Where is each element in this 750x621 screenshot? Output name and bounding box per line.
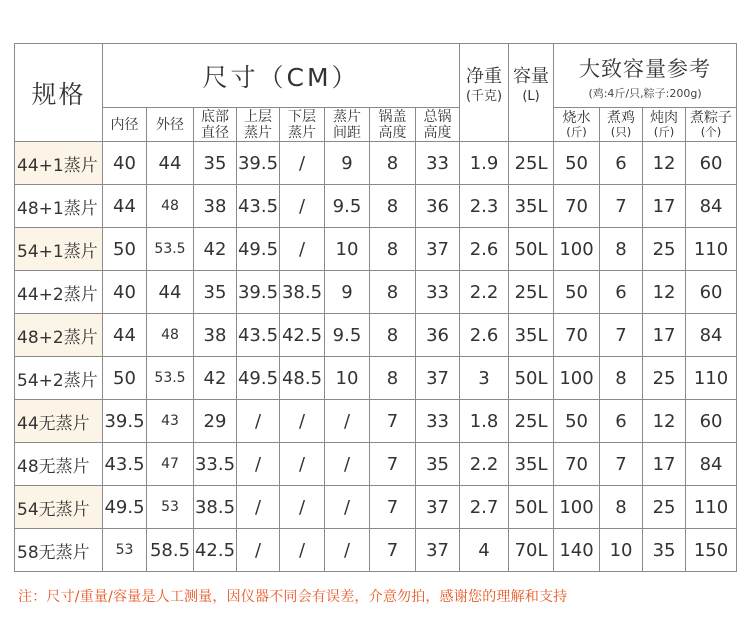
ref-col-label: 煮粽子 <box>690 110 733 126</box>
table-row <box>15 314 737 357</box>
table-row <box>15 185 737 228</box>
table-cell: 44 <box>147 142 194 185</box>
table-cell: / <box>325 486 370 529</box>
table-cell: 84 <box>686 185 737 228</box>
table-cell: 8 <box>370 271 416 314</box>
size-col-label: 外径 <box>156 116 184 133</box>
table-cell: 50 <box>554 271 600 314</box>
table-cell: 38 <box>194 185 237 228</box>
table-cell: 8 <box>370 142 416 185</box>
table-cell: 70 <box>554 443 600 486</box>
table-cell: 110 <box>686 486 737 529</box>
spec-name: 48+2蒸片 <box>15 314 103 357</box>
size-col-sublabel: 高度 <box>378 124 407 141</box>
table-cell: 33 <box>416 271 460 314</box>
ref-col-header <box>600 108 643 142</box>
size-col-header <box>370 108 416 142</box>
table-cell: 35L <box>509 314 554 357</box>
table-cell: 43.5 <box>103 443 147 486</box>
footnote: 注：尺寸/重量/容量是人工测量，因仪器不同会有误差，介意勿拍，感谢您的理解和支持 <box>18 589 568 605</box>
table-cell: 2.6 <box>460 314 509 357</box>
size-col-header <box>325 108 370 142</box>
table-cell: 25L <box>509 400 554 443</box>
table-row <box>15 228 737 271</box>
table-row <box>15 271 737 314</box>
table-cell: / <box>325 443 370 486</box>
size-col-sublabel: 蒸片 <box>244 124 272 141</box>
size-col-sublabel: 间距 <box>333 124 361 141</box>
ref-col-header <box>643 108 686 142</box>
table-cell: 17 <box>643 443 686 486</box>
table-cell: 50 <box>103 228 147 271</box>
table-cell: / <box>325 529 370 572</box>
table-cell: 7 <box>600 443 643 486</box>
capacity-header <box>509 44 554 142</box>
capacity-label: 容量 <box>513 65 550 87</box>
table-cell: 38.5 <box>194 486 237 529</box>
size-header: 尺寸（CM） <box>103 44 460 108</box>
table-cell: / <box>237 486 280 529</box>
table-cell: 40 <box>103 271 147 314</box>
ref-col-sublabel: (斤) <box>653 125 675 139</box>
table-cell: 33.5 <box>194 443 237 486</box>
table-cell: 7 <box>370 486 416 529</box>
table-cell: 8 <box>600 228 643 271</box>
table-cell: 9.5 <box>325 314 370 357</box>
table-cell: 110 <box>686 228 737 271</box>
table-cell: 49.5 <box>237 357 280 400</box>
spec-name: 44无蒸片 <box>15 400 103 443</box>
table-cell: 70 <box>554 185 600 228</box>
table-cell: / <box>280 443 325 486</box>
table-cell: 29 <box>194 400 237 443</box>
table-cell: 8 <box>370 228 416 271</box>
table-cell: 50 <box>554 400 600 443</box>
table-cell: 43.5 <box>237 185 280 228</box>
table-cell: / <box>280 185 325 228</box>
table-cell: 100 <box>554 228 600 271</box>
table-cell: 39.5 <box>237 271 280 314</box>
table-cell: 8 <box>600 357 643 400</box>
table-cell: 84 <box>686 443 737 486</box>
table-cell: 10 <box>600 529 643 572</box>
table-cell: 2.2 <box>460 271 509 314</box>
table-cell: 53 <box>103 529 147 572</box>
table-cell: / <box>237 400 280 443</box>
size-col-header <box>237 108 280 142</box>
table-cell: 35L <box>509 185 554 228</box>
table-cell: 100 <box>554 486 600 529</box>
spec-name: 44+2蒸片 <box>15 271 103 314</box>
table-cell: 50L <box>509 486 554 529</box>
table-cell: 50L <box>509 228 554 271</box>
table-cell: 25 <box>643 357 686 400</box>
ref-col-label: 烧水 <box>562 110 591 126</box>
table-cell: 7 <box>370 443 416 486</box>
spec-name: 54无蒸片 <box>15 486 103 529</box>
table-cell: 50 <box>554 142 600 185</box>
ref-col-header <box>554 108 600 142</box>
table-cell: 70 <box>554 314 600 357</box>
table-cell: / <box>280 228 325 271</box>
table-cell: 37 <box>416 529 460 572</box>
reference-header <box>554 44 737 108</box>
table-cell: 49.5 <box>237 228 280 271</box>
table-cell: 7 <box>370 529 416 572</box>
table-cell: 35 <box>416 443 460 486</box>
table-cell: 12 <box>643 271 686 314</box>
capacity-unit: (L) <box>522 88 540 104</box>
table-cell: 150 <box>686 529 737 572</box>
table-row <box>15 400 737 443</box>
table-cell: 35 <box>194 142 237 185</box>
weight-header <box>460 44 509 142</box>
table-row <box>15 357 737 400</box>
table-cell: 36 <box>416 185 460 228</box>
table-cell: 7 <box>370 400 416 443</box>
table-cell: 43.5 <box>237 314 280 357</box>
table-cell: 8 <box>600 486 643 529</box>
table-cell: / <box>280 400 325 443</box>
table-cell: 12 <box>643 400 686 443</box>
spec-name: 58无蒸片 <box>15 529 103 572</box>
table-cell: 37 <box>416 486 460 529</box>
table-cell: 9.5 <box>325 185 370 228</box>
table-cell: 38 <box>194 314 237 357</box>
size-col-sublabel: 直径 <box>201 124 229 141</box>
ref-col-sublabel: (只) <box>610 125 632 139</box>
table-cell: / <box>237 443 280 486</box>
size-col-header <box>103 108 147 142</box>
size-col-label: 内径 <box>110 116 139 133</box>
weight-label: 净重 <box>466 65 503 87</box>
table-cell: 2.3 <box>460 185 509 228</box>
table-cell: 7 <box>600 185 643 228</box>
table-cell: / <box>280 142 325 185</box>
table-cell: 37 <box>416 228 460 271</box>
table-cell: 40 <box>103 142 147 185</box>
table-cell: 37 <box>416 357 460 400</box>
table-cell: 6 <box>600 400 643 443</box>
table-cell: 1.8 <box>460 400 509 443</box>
size-col-label: 上层 <box>244 108 272 125</box>
size-col-label: 底部 <box>201 108 229 125</box>
spec-name: 48+1蒸片 <box>15 185 103 228</box>
table-cell: 25 <box>643 228 686 271</box>
table-cell: 35L <box>509 443 554 486</box>
table-cell: 10 <box>325 357 370 400</box>
table-cell: 33 <box>416 400 460 443</box>
ref-col-header <box>686 108 737 142</box>
spec-name: 54+1蒸片 <box>15 228 103 271</box>
table-cell: / <box>237 529 280 572</box>
table-cell: 2.7 <box>460 486 509 529</box>
table-cell: 44 <box>103 314 147 357</box>
table-cell: 6 <box>600 271 643 314</box>
table-cell: 33 <box>416 142 460 185</box>
table-cell: 39.5 <box>103 400 147 443</box>
table-cell: 39.5 <box>237 142 280 185</box>
table-cell: 9 <box>325 271 370 314</box>
table-cell: 47 <box>147 443 194 486</box>
ref-col-sublabel: (个) <box>700 125 722 139</box>
size-col-label: 锅盖 <box>378 108 407 125</box>
table-cell: 60 <box>686 142 737 185</box>
table-cell: 50 <box>103 357 147 400</box>
table-cell: 35 <box>194 271 237 314</box>
table-cell: 49.5 <box>103 486 147 529</box>
table-cell: 2.6 <box>460 228 509 271</box>
table-cell: 42 <box>194 228 237 271</box>
table-cell: 70L <box>509 529 554 572</box>
table-cell: / <box>280 529 325 572</box>
table-row <box>15 142 737 185</box>
size-col-sublabel: 蒸片 <box>288 124 316 141</box>
table-cell: 53 <box>147 486 194 529</box>
spec-name: 44+1蒸片 <box>15 142 103 185</box>
size-col-label: 总锅 <box>423 108 452 125</box>
table-cell: 53.5 <box>147 228 194 271</box>
table-cell: 50L <box>509 357 554 400</box>
size-col-sublabel: 高度 <box>423 124 452 141</box>
table-cell: 100 <box>554 357 600 400</box>
table-cell: 110 <box>686 357 737 400</box>
table-cell: 3 <box>460 357 509 400</box>
size-col-header <box>194 108 237 142</box>
table-cell: 12 <box>643 142 686 185</box>
table-cell: 35 <box>643 529 686 572</box>
table-cell: 25L <box>509 142 554 185</box>
table-row <box>15 443 737 486</box>
spec-header: 规格 <box>15 44 103 142</box>
spec-name: 54+2蒸片 <box>15 357 103 400</box>
table-cell: 36 <box>416 314 460 357</box>
table-cell: 25L <box>509 271 554 314</box>
reference-subtitle: (鸡:4斤/只,粽子:200g) <box>588 86 702 100</box>
table-cell: 48 <box>147 314 194 357</box>
table-cell: 8 <box>370 357 416 400</box>
table-cell: 8 <box>370 314 416 357</box>
table-cell: 2.2 <box>460 443 509 486</box>
size-col-label: 下层 <box>288 108 316 125</box>
table-cell: 6 <box>600 142 643 185</box>
table-cell: 84 <box>686 314 737 357</box>
table-cell: 140 <box>554 529 600 572</box>
table-cell: / <box>325 400 370 443</box>
table-cell: 43 <box>147 400 194 443</box>
table-cell: 17 <box>643 185 686 228</box>
table-cell: 44 <box>103 185 147 228</box>
subheader-row <box>15 108 737 142</box>
table-cell: 25 <box>643 486 686 529</box>
table-row <box>15 529 737 572</box>
table-cell: 4 <box>460 529 509 572</box>
table-cell: 42 <box>194 357 237 400</box>
table-cell: 60 <box>686 400 737 443</box>
table-cell: 53.5 <box>147 357 194 400</box>
table-cell: 60 <box>686 271 737 314</box>
table-cell: 48 <box>147 185 194 228</box>
ref-col-label: 煮鸡 <box>607 110 636 126</box>
table-cell: 58.5 <box>147 529 194 572</box>
size-col-header <box>147 108 194 142</box>
reference-title: 大致容量参考 <box>579 56 712 81</box>
size-col-header <box>416 108 460 142</box>
table-cell: 42.5 <box>280 314 325 357</box>
table-cell: 48.5 <box>280 357 325 400</box>
table-cell: 7 <box>600 314 643 357</box>
ref-col-sublabel: (斤) <box>566 125 587 139</box>
table-cell: 17 <box>643 314 686 357</box>
size-col-label: 蒸片 <box>333 108 361 125</box>
table-cell: 38.5 <box>280 271 325 314</box>
weight-unit: (千克) <box>465 88 503 104</box>
table-cell: 10 <box>325 228 370 271</box>
size-col-header <box>280 108 325 142</box>
table-row <box>15 486 737 529</box>
table-cell: / <box>280 486 325 529</box>
spec-table <box>14 43 737 572</box>
table-cell: 8 <box>370 185 416 228</box>
table-cell: 42.5 <box>194 529 237 572</box>
table-cell: 9 <box>325 142 370 185</box>
spec-name: 48无蒸片 <box>15 443 103 486</box>
table-cell: 1.9 <box>460 142 509 185</box>
ref-col-label: 炖肉 <box>650 110 679 126</box>
table-cell: 44 <box>147 271 194 314</box>
